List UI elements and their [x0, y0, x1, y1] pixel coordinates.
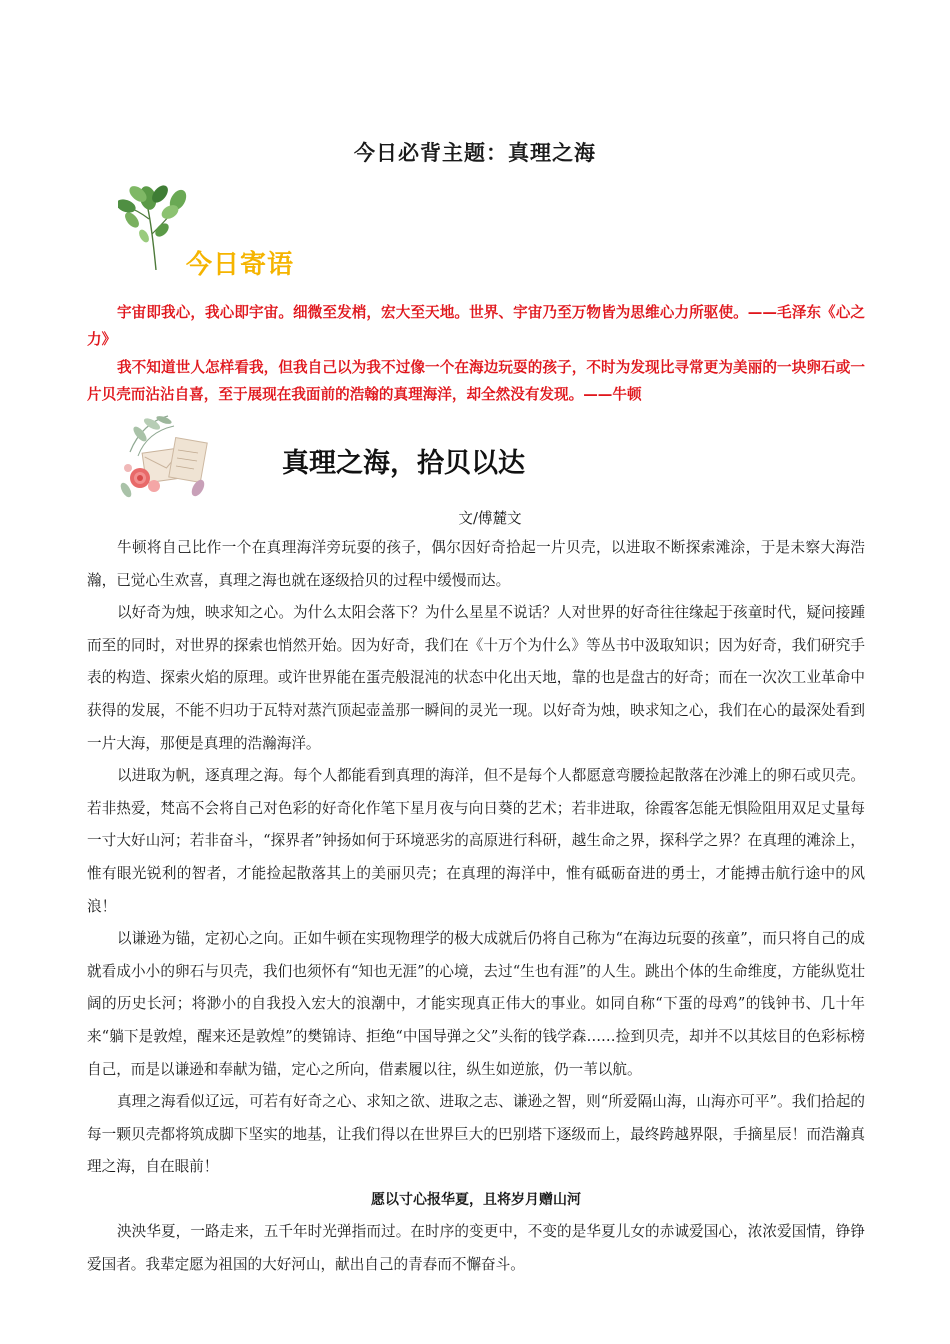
flower-envelope-icon [118, 412, 214, 500]
essay-title: 真理之海，拾贝以达 [282, 448, 525, 479]
section-label-daily-message: 今日寄语 [186, 250, 295, 280]
essay-body [87, 532, 865, 1282]
essay-closing-paragraph: 泱泱华夏，一路走来，五千年时光弹指而过。在时序的变更中，不变的是华夏儿女的赤诚爱国心，浓浓爱国情，铮铮爱国者。我辈定愿为祖国的大好河山，献出自己的青春而不懈奋斗。 [87, 1223, 865, 1274]
quote-newton: 我不知道世人怎样看我，但我自己以为我不过像一个在海边玩耍的孩子，不时为发现比寻常更为美丽的一块卵石或一片贝壳而沾沾自喜，至于展现在我面前的浩翰的真理海洋，却全然没有发现。——牛顿 [87, 359, 865, 403]
page-title: 今日必背主题：真理之海 [354, 140, 596, 165]
leaf-branch-icon [118, 184, 190, 270]
quote-mao: 宇宙即我心，我心即宇宙。细微至发梢，宏大至天地。世界、宇宙乃至万物皆为思维心力所驱使。——毛泽东《心之力》 [87, 304, 865, 348]
essay-paragraph-3: 以进取为帆，逐真理之海。每个人都能看到真理的海洋，但不是每个人都愿意弯腰捡起散落在沙滩上的卵石或贝壳。若非热爱，梵高不会将自己对色彩的好奇化作笔下星月夜与向日葵的艺术；若非进取，徐霞客怎能无惧险阻用双足丈量每一寸大好山河；若非奋斗，“探界者”钟扬如何于环境恶劣的高原进行科研，越生命之界，探科学之界？在真理的滩涂上，惟有眼光锐利的智者，才能捡起散落其上的美丽贝壳；在真理的海洋中，惟有砥砺奋进的勇士，才能搏击航行途中的风浪！ [87, 767, 865, 915]
essay-paragraph-2: 以好奇为烛，映求知之心。为什么太阳会落下？为什么星星不说话？人对世界的好奇往往缘起于孩童时代，疑问接踵而至的同时，对世界的探索也悄然开始。因为好奇，我们在《十万个为什么》等丛书中汲取知识；因为好奇，我们研究手表的构造、探索火焰的原理。或许世界能在蛋壳般混沌的状态中化出天地，靠的也是盘古的好奇；而在一次次工业革命中获得的发展，不能不归功于瓦特对蒸汽顶起壶盖那一瞬间的灵光一现。以好奇为烛，映求知之心，我们在心的最深处看到一片大海，那便是真理的浩瀚海洋。 [87, 604, 865, 752]
essay-paragraph-4: 以谦逊为锚，定初心之向。正如牛顿在实现物理学的极大成就后仍将自己称为“在海边玩耍的孩童”，而只将自己的成就看成小小的卵石与贝壳，我们也须怀有“知也无涯”的心境，去过“生也有涯”的人生。跳出个体的生命维度，方能纵览壮阔的历史长河；将渺小的自我投入宏大的浪潮中，才能实现真正伟大的事业。如同自称“下蛋的母鸡”的钱钟书、几十年来“躺下是敦煌，醒来还是敦煌”的樊锦诗、拒绝“中国导弹之父”头衔的钱学森……捡到贝壳，却并不以其炫目的色彩标榜自己，而是以谦逊和奉献为锚，定心之所向，借素履以往，纵生如逆旅，仍一苇以航。 [87, 930, 865, 1078]
essay-subheading: 愿以寸心报华夏，且将岁月赠山河 [371, 1191, 581, 1208]
essay-paragraph-5: 真理之海看似辽远，可若有好奇之心、求知之欲、进取之志、谦逊之智，则“所爱隔山海，山海亦可平”。我们拾起的每一颗贝壳都将筑成脚下坚实的地基，让我们得以在世界巨大的巴别塔下逐级而上，最终跨越界限，手摘星辰！而浩瀚真理之海，自在眼前！ [87, 1093, 865, 1176]
essay-paragraph-1: 牛顿将自己比作一个在真理海洋旁玩耍的孩子，偶尔因好奇拾起一片贝壳，以进取不断探索滩涂，于是未察大海浩瀚，已觉心生欢喜，真理之海也就在逐级拾贝的过程中缓慢而达。 [87, 539, 865, 589]
essay-author: 文/傅麓文 [458, 510, 522, 527]
